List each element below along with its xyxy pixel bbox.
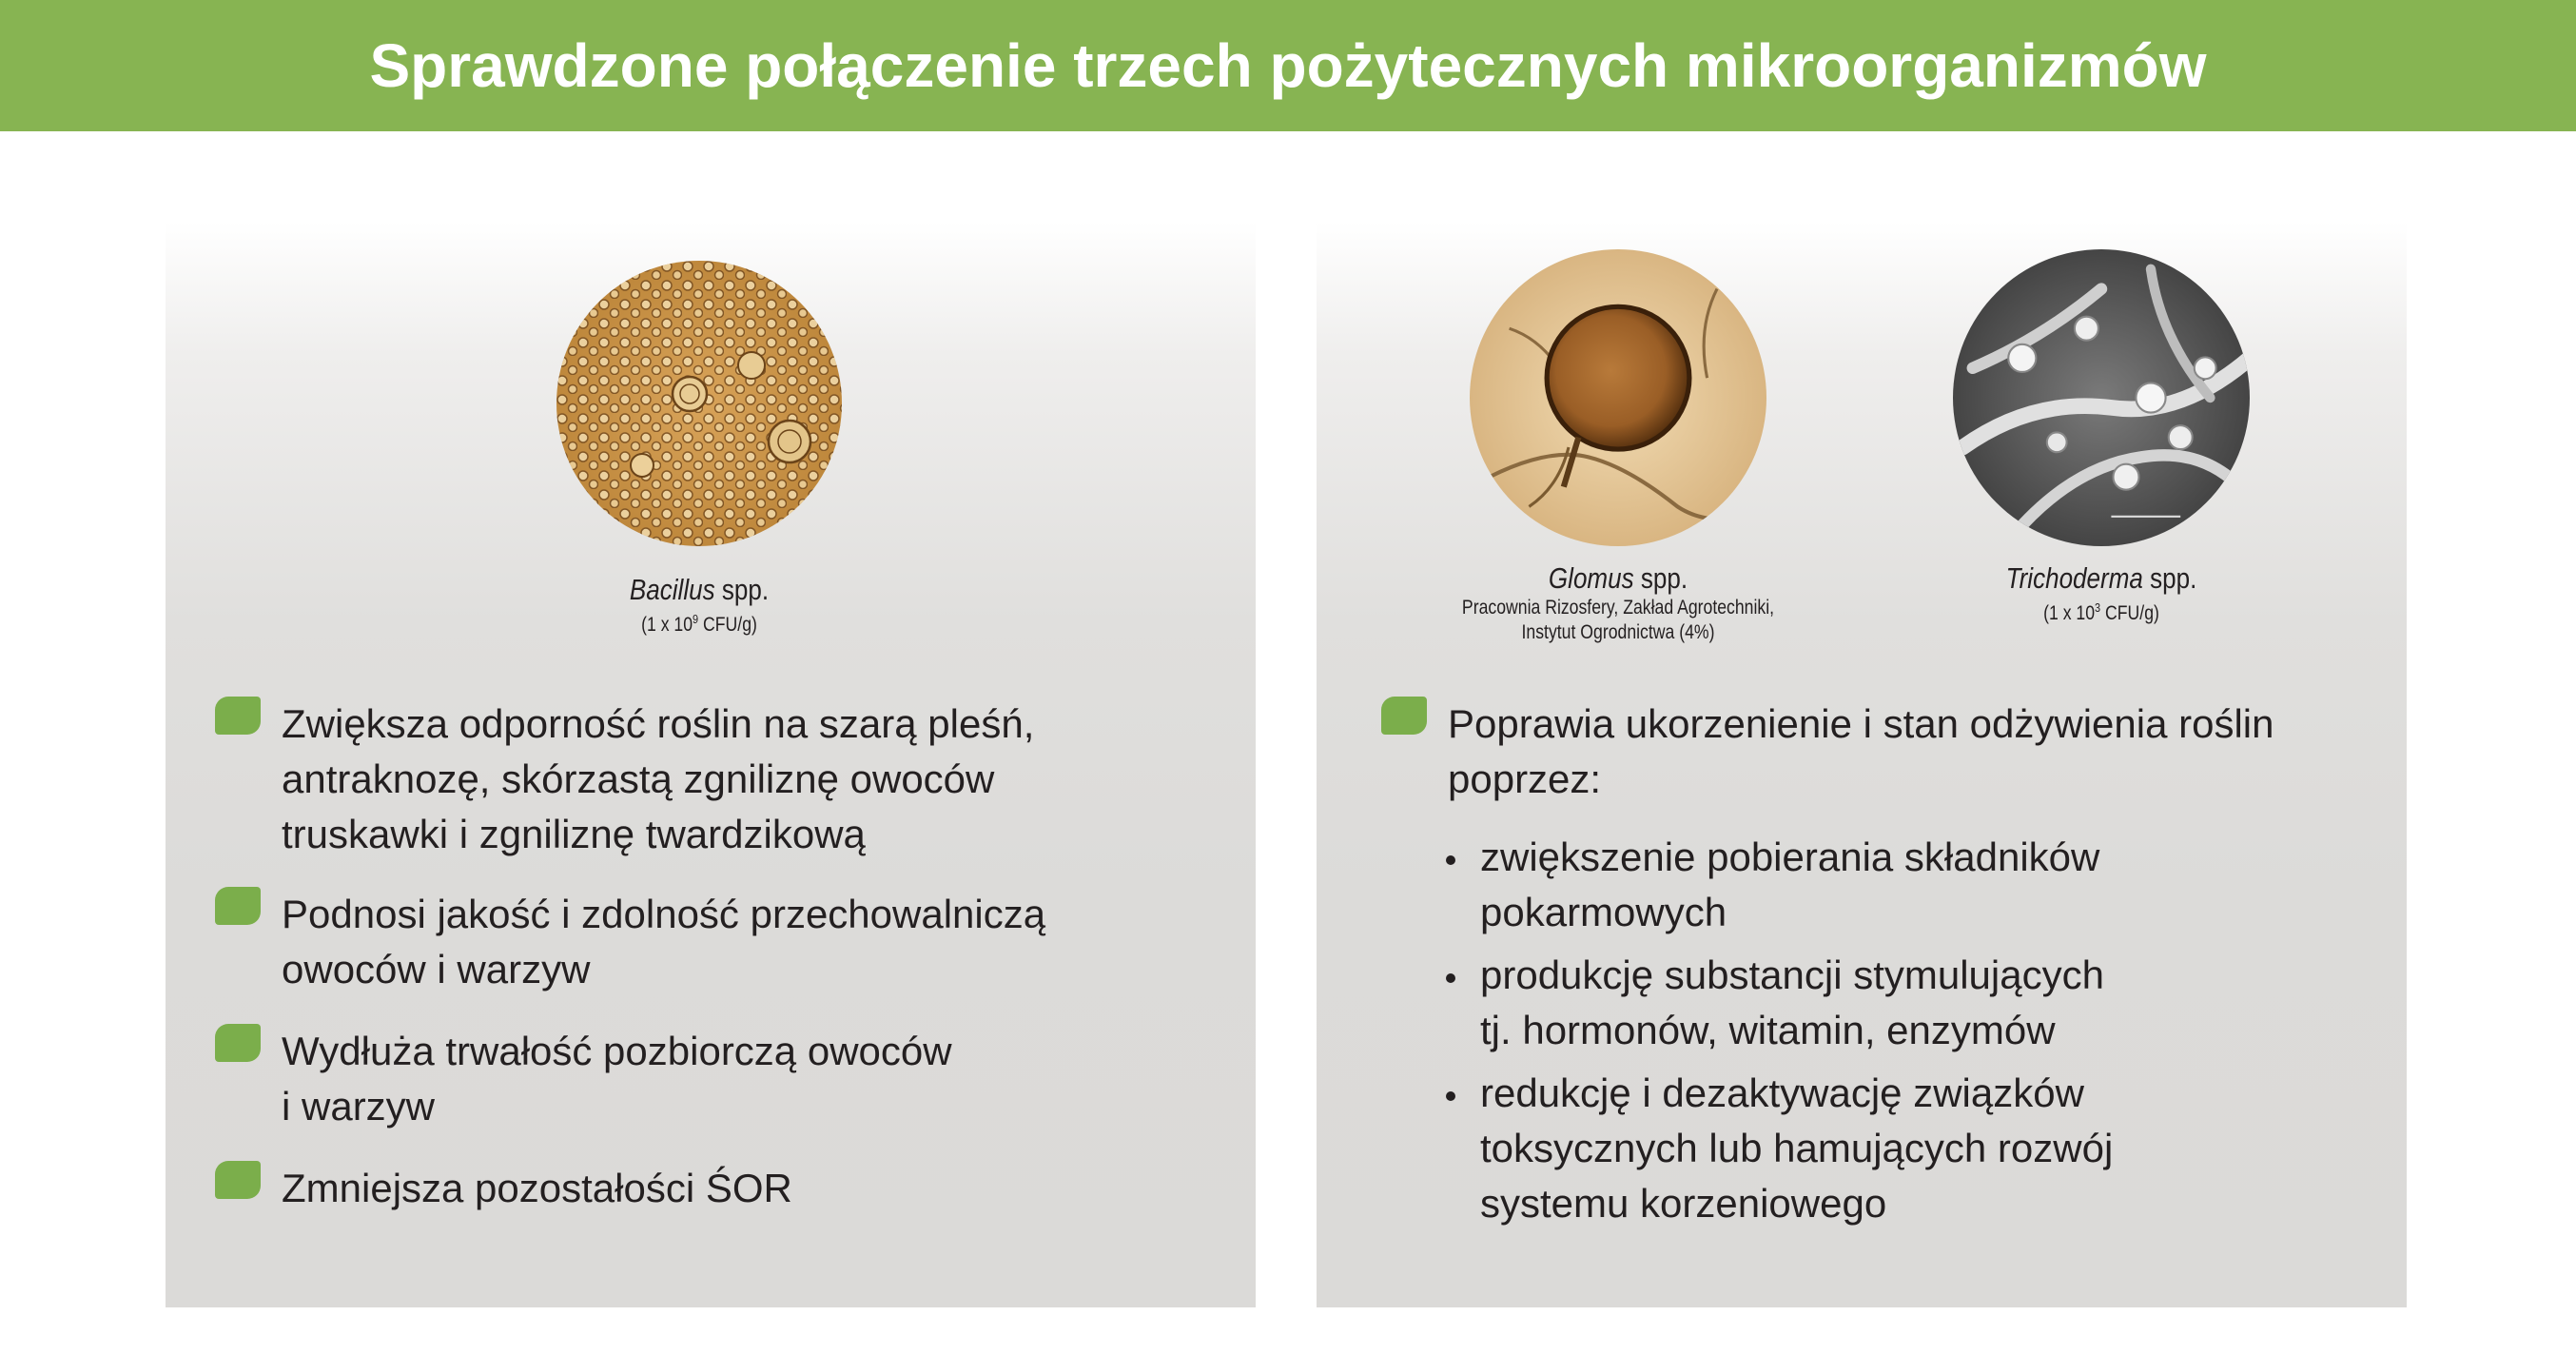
sublist-line: redukcję i dezaktywację związków — [1480, 1070, 2084, 1115]
bacillus-micrograph — [556, 261, 842, 546]
sublist-line: produkcję substancji stymulujących — [1480, 952, 2104, 997]
trichoderma-name: Trichoderma spp. — [2005, 561, 2197, 595]
list-item — [215, 697, 1242, 887]
trichoderma-caption — [1919, 561, 2283, 626]
bullet-dot — [1446, 973, 1455, 983]
sublist-line: systemu korzeniowego — [1480, 1181, 1887, 1226]
trichoderma-micrograph-image — [1953, 249, 2250, 546]
bullet-line: Zmniejsza pozostałości ŚOR — [282, 1166, 792, 1210]
header-banner — [0, 0, 2576, 131]
sublist-line: tj. hormonów, witamin, enzymów — [1480, 1008, 2056, 1052]
glomus-source-line2: Instytut Ogrodnictwa (4%) — [1521, 621, 1715, 643]
list-item — [215, 1161, 1242, 1218]
sublist-item — [1446, 1066, 2397, 1237]
bacillus-micrograph-image — [556, 261, 842, 546]
sublist-item — [1446, 830, 2397, 948]
bullet-line: owoców i warzyw — [282, 947, 591, 992]
glomus-source-line1: Pracownia Rizosfery, Zakład Agrotechniki, — [1461, 597, 1775, 619]
trichoderma-count: (1 x $10^3$ CFU/g) — [2043, 600, 2159, 624]
bullet-line: truskawki i zgniliznę twardzikową — [282, 812, 866, 856]
glomus-name: Glomus spp. — [1548, 561, 1688, 595]
glomus-trichoderma-panel — [1317, 221, 2407, 1307]
bullet-line: poprzez: — [1448, 756, 1602, 801]
bullet-line: Podnosi jakość i zdolność przechowalniczą — [282, 892, 1046, 936]
bullet-marker — [215, 1024, 261, 1062]
bacillus-benefits-list — [215, 697, 1242, 1218]
bullet-line: Poprawia ukorzenienie i stan odżywienia roślin — [1448, 701, 2274, 746]
benefit-sublist — [1446, 830, 2397, 1237]
glomus-micrograph — [1470, 249, 1766, 546]
page-title: Sprawdzone połączenie trzech pożytecznych mikroorganizmów — [369, 31, 2207, 100]
bacillus-count: (1 x $10^9$ CFU/g) — [641, 612, 757, 636]
bullet-line: i warzyw — [282, 1084, 436, 1129]
list-item — [215, 1024, 1242, 1161]
bacillus-caption — [517, 573, 881, 638]
trichoderma-micrograph — [1953, 249, 2250, 546]
list-item — [215, 887, 1242, 1024]
bullet-marker — [215, 697, 261, 735]
bullet-line: antraknozę, skórzastą zgniliznę owoców — [282, 756, 995, 801]
bullet-line: Zwiększa odporność roślin na szarą pleśń, — [282, 701, 1035, 746]
sublist-line: toksycznych lub hamujących rozwój — [1480, 1126, 2114, 1170]
bullet-marker — [215, 887, 261, 925]
bullet-dot — [1446, 855, 1455, 865]
bacillus-name: Bacillus spp. — [629, 573, 770, 606]
bullet-dot — [1446, 1091, 1455, 1101]
glomus-benefit-item — [1381, 697, 2399, 811]
glomus-caption — [1405, 561, 1832, 645]
glomus-micrograph-image — [1470, 249, 1766, 546]
sublist-line: zwiększenie pobierania składników — [1480, 835, 2100, 879]
bacillus-panel — [166, 221, 1256, 1307]
bullet-marker — [1381, 697, 1427, 735]
bullet-line: Wydłuża trwałość pozbiorczą owoców — [282, 1029, 952, 1073]
bullet-marker — [215, 1161, 261, 1199]
sublist-line: pokarmowych — [1480, 890, 1727, 934]
sublist-item — [1446, 948, 2397, 1066]
